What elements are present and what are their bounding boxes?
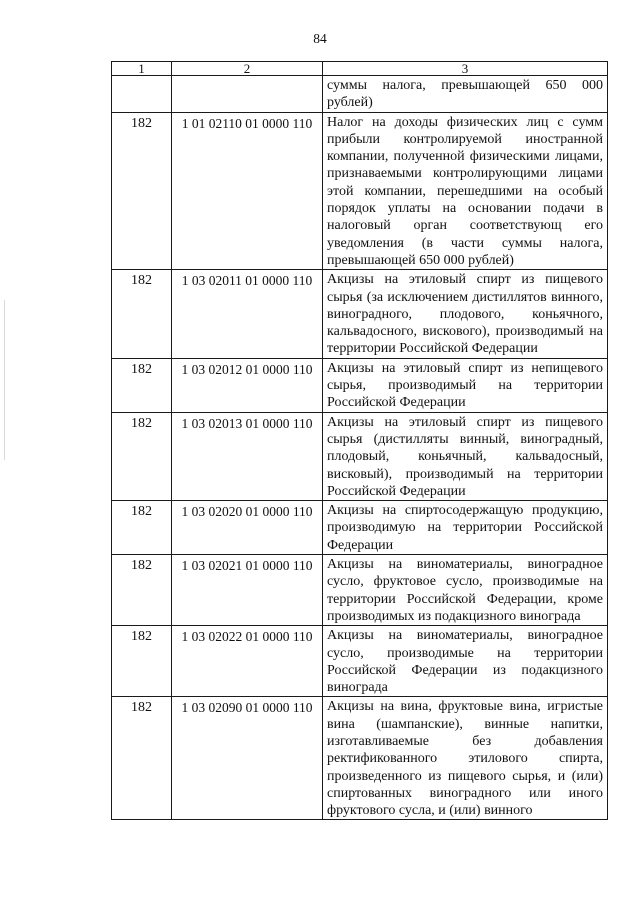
table-row [112,555,608,626]
admin-code-cell: 182 [112,412,172,500]
column-number-code: 2 [172,62,323,76]
income-name-cell [323,270,608,358]
budget-code-cell: 1 03 02011 01 0000 110 [172,270,323,358]
scan-edge-line [4,300,5,460]
admin-code-cell: 182 [112,626,172,697]
income-name-cell [323,697,608,820]
column-number-admin: 1 [112,62,172,76]
budget-code-cell: 1 03 02012 01 0000 110 [172,358,323,412]
admin-code-cell: 182 [112,697,172,820]
budget-code-cell: 1 03 02090 01 0000 110 [172,697,323,820]
income-name-text: Акцизы на вина, фруктовые вина, игристые вина (шампанские), винные напитки, изготавливаемые без добавления ректификованного этилового спирта, произведенного из пищевого сырья, и (или) спиртованных виноградного или иного фруктового сусла, и (или) винного [327,699,603,819]
income-name-cell [323,626,608,697]
income-name-cell [323,358,608,412]
income-name-cell [323,555,608,626]
income-name-cell [323,112,608,270]
table-row [112,412,608,500]
budget-code-cell: 1 03 02021 01 0000 110 [172,555,323,626]
admin-code-cell: 182 [112,555,172,626]
column-number-name: 3 [323,62,608,76]
income-name-text: Акцизы на спиртосодержащую продукцию, производимую на территории Российской Федерации [327,503,603,553]
column-number-row [112,62,608,76]
table-row [112,358,608,412]
income-name-text: Налог на доходы физических лиц с сумм прибыли контролируемой иностранной компании, полученной физическими лицами, признаваемыми контролирующими лицами этой компании, перешедшими на особый порядок уплаты на основании подачи в налоговый орган соответствующ его уведомления (в части суммы налога, превышающей 650 000 рублей) [327,114,603,268]
income-name-text: Акцизы на этиловый спирт из пищевого сырья (дистилляты винный, виноградный, плодовый, коньячный, кальвадосный, висковый), производимый на территории Российской Федерации [327,414,603,499]
budget-code-cell [172,76,323,113]
table-row [112,112,608,270]
table-row [112,626,608,697]
income-name-text: суммы налога, превышающей 650 000 рублей) [327,78,603,111]
income-name-text: Акцизы на этиловый спирт из пищевого сырья (за исключением дистиллятов винного, виноградного, плодового, коньячного, кальвадосного, вискового), производимый на территории Российской Федерации [327,272,603,357]
admin-code-cell: 182 [112,501,172,555]
income-name-cell [323,501,608,555]
income-name-cell [323,412,608,500]
budget-code-cell: 1 01 02110 01 0000 110 [172,112,323,270]
admin-code-cell: 182 [112,358,172,412]
income-name-text: Акцизы на этиловый спирт из непищевого сырья, производимый на территории Российской Федерации [327,360,603,411]
income-name-text: Акцизы на виноматериалы, виноградное сусло, фруктовое сусло, производимые на территории Российской Федерации, кроме производимых из подакцизного винограда [327,557,603,624]
table-body [112,62,608,820]
admin-code-cell [112,76,172,113]
table-row [112,270,608,358]
table-row [112,76,608,113]
budget-code-cell: 1 03 02022 01 0000 110 [172,626,323,697]
income-name-text: Акцизы на виноматериалы, виноградное сусло, производимые на территории Российской Федерации из подакцизного винограда [327,628,603,696]
income-name-cell [323,76,608,113]
admin-code-cell: 182 [112,112,172,270]
budget-code-cell: 1 03 02013 01 0000 110 [172,412,323,500]
table-row [112,697,608,820]
budget-codes-table [111,61,608,820]
budget-code-cell: 1 03 02020 01 0000 110 [172,501,323,555]
admin-code-cell: 182 [112,270,172,358]
table-row [112,501,608,555]
page-number: 84 [313,31,327,46]
